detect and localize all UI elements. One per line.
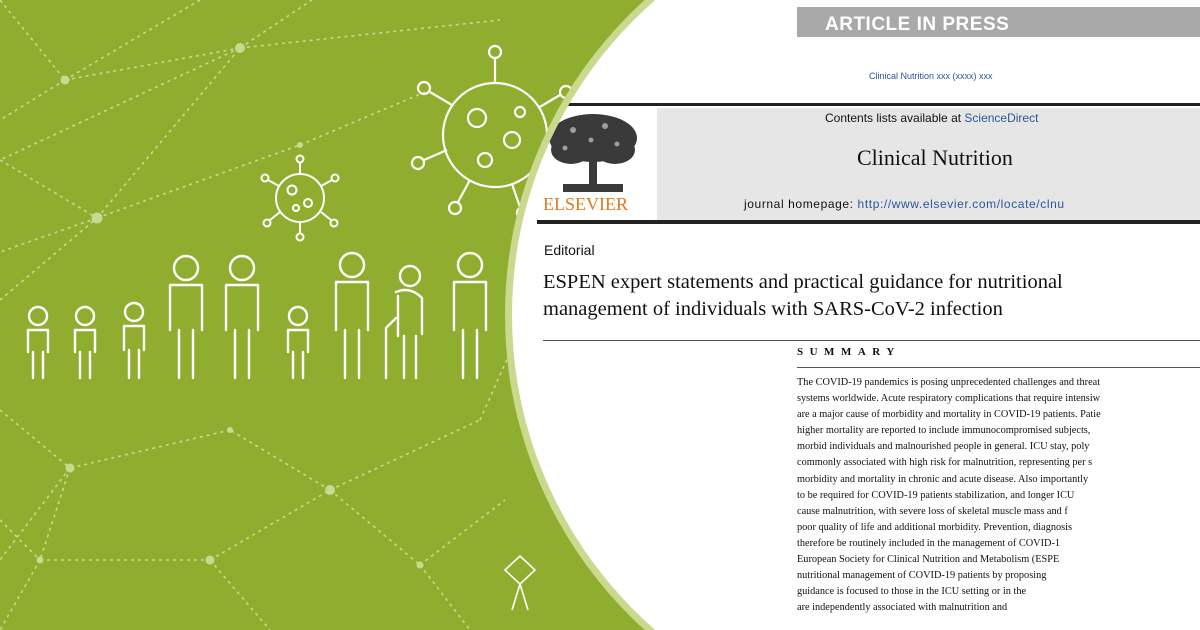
title-rule [543, 340, 1200, 341]
summary-text [797, 375, 1200, 616]
summary-line: The COVID-19 pandemics is posing unprecedented challenges and threat [797, 377, 1101, 388]
elsevier-logo-icon [543, 110, 643, 196]
contents-prefix: Contents lists available at [825, 111, 965, 125]
summary-line: cause malnutrition, with severe loss of skeletal muscle mass and f [797, 505, 1068, 517]
summary-line: nutritional management of COVID-19 patients by proposing [797, 570, 1047, 582]
summary-line: are independently associated with malnutrition and [797, 602, 1008, 614]
summary-line: European Society for Clinical Nutrition and Metabolism (ESPE [797, 554, 1060, 566]
contents-availability [825, 111, 1038, 125]
summary-line: guidance is focused to those in the ICU setting or in the [797, 586, 1027, 598]
press-label: ARTICLE IN PRESS [825, 14, 1010, 35]
people-silhouettes [28, 253, 486, 378]
summary-line: higher mortality are reported to include immunocompromised subjects, [797, 425, 1091, 437]
journal-homepage [744, 197, 1065, 211]
homepage-link[interactable]: http://www.elsevier.com/locate/clnu [857, 197, 1065, 211]
header-rule [537, 103, 1200, 106]
summary-line: poor quality of life and additional morbidity. Prevention, diagnosis [797, 521, 1073, 533]
homepage-label: journal homepage: [744, 197, 858, 211]
summary-heading: SUMMARY [797, 346, 901, 358]
sciencedirect-link[interactable]: ScienceDirect [964, 111, 1039, 125]
small-virus-icon [262, 156, 339, 241]
summary-line: morbid individuals and malnourished people in general. ICU stay, poly [797, 441, 1090, 453]
header-rule-bottom [537, 220, 1200, 224]
summary-line: systems worldwide. Acute respiratory complications that require intensiw [797, 393, 1101, 405]
summary-line: to be required for COVID-19 patients stabilization, and longer ICU [797, 489, 1075, 501]
journal-title: Clinical Nutrition [857, 145, 1013, 170]
summary-line: commonly associated with high risk for malnutrition, representing per s [797, 457, 1093, 469]
article-title-line: management of individuals with SARS-CoV-2 infection [543, 298, 1003, 320]
elsevier-wordmark: ELSEVIER [543, 194, 628, 214]
summary-line: therefore be routinely included in the management of COVID-1 [797, 537, 1061, 549]
summary-line: morbidity and mortality in chronic and acute disease. Also importantly [797, 473, 1089, 485]
journal-citation: Clinical Nutrition xxx (xxxx) xxx [869, 71, 993, 81]
summary-rule [797, 367, 1200, 368]
article-title [543, 269, 1200, 323]
article-title-line: ESPEN expert statements and practical guidance for nutritional [543, 271, 1063, 293]
summary-line: are a major cause of morbidity and mortality in COVID-19 patients. Patie [797, 409, 1101, 421]
magnifier-lens [505, 0, 1200, 630]
section-label: Editorial [544, 242, 595, 258]
article-page [505, 7, 1200, 630]
